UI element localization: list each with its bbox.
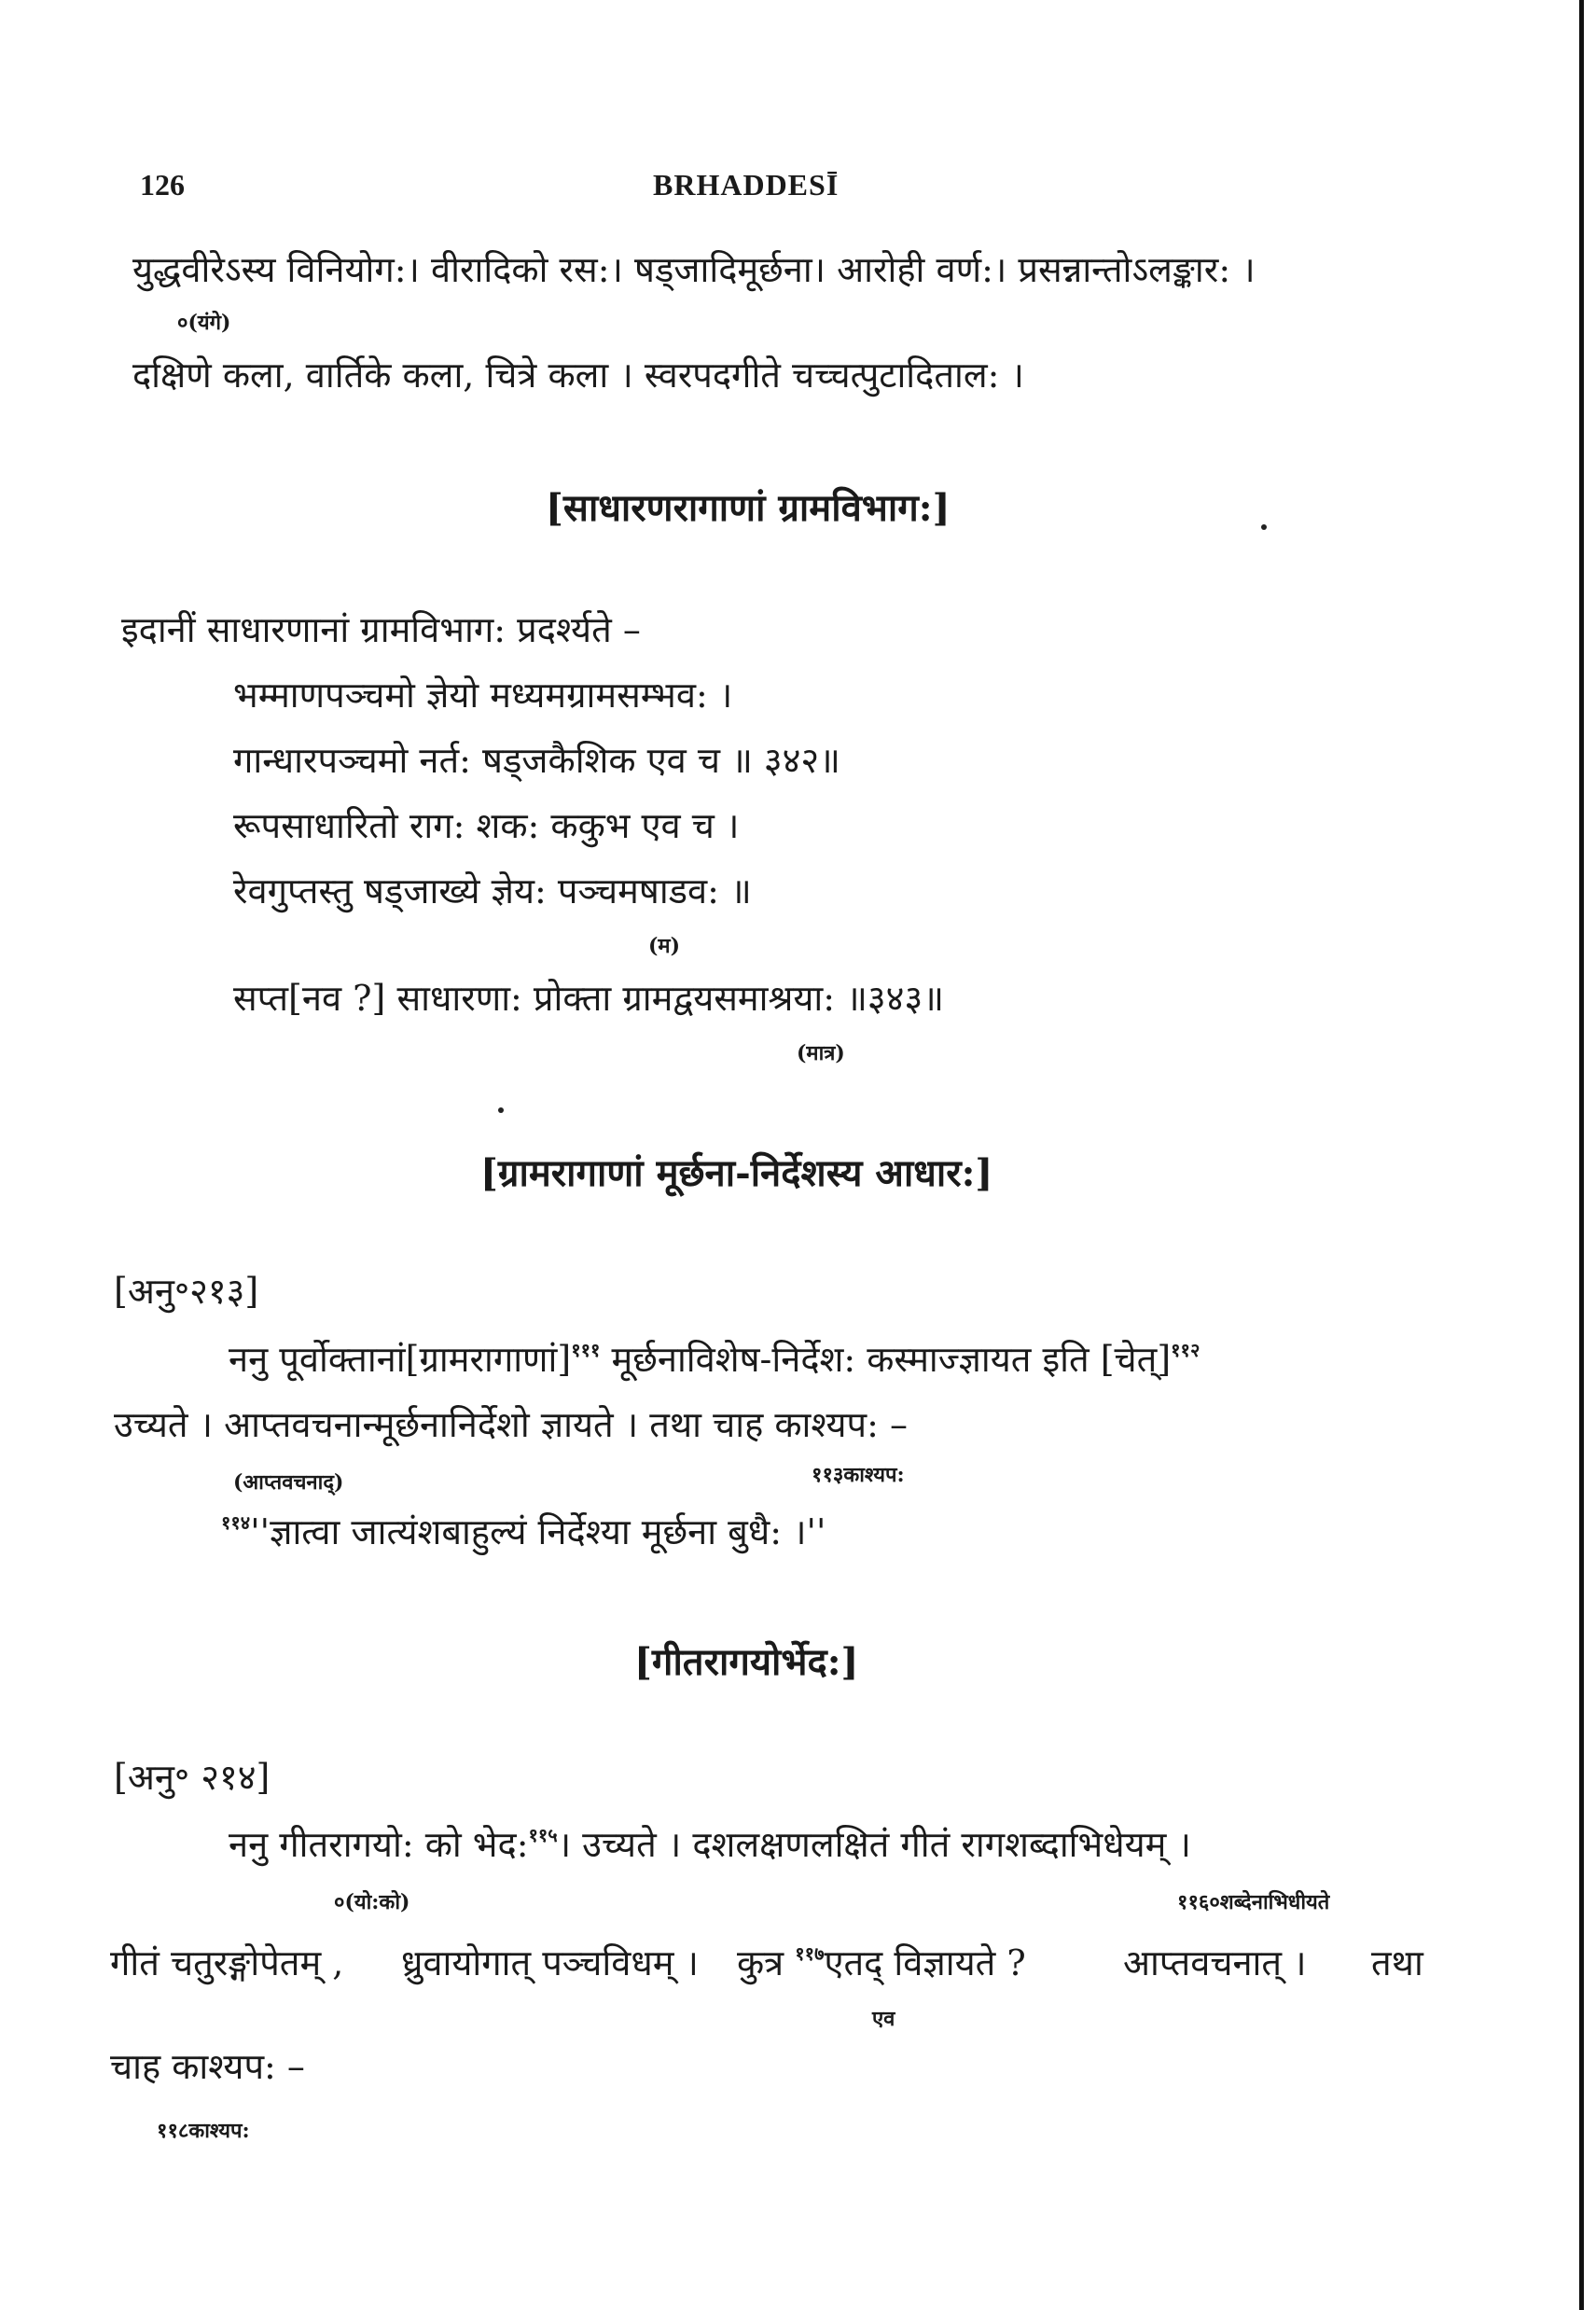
footnote-text: ०शब्देनाभिधीयते xyxy=(1209,1890,1330,1914)
text-line xyxy=(737,1938,1026,1986)
anuccheda-label: [अनु॰२१३] xyxy=(114,1271,259,1312)
anuccheda-label: [अनु॰ २१४] xyxy=(114,1757,271,1798)
text-line xyxy=(229,1819,1191,1868)
footnote-variant xyxy=(812,1460,905,1488)
footnote-marker: ११३ xyxy=(812,1463,844,1487)
section-heading: [साधारणरागाणां ग्रामविभाग:] xyxy=(546,486,951,530)
text-line: इदानीं साधारणानां ग्रामविभाग: प्रदर्श्यते – xyxy=(121,609,641,650)
verse-line: सप्त[नव ?] साधारणा: प्रोक्ता ग्रामद्वयसमाश्रया: ॥३४३॥ xyxy=(233,978,944,1019)
text-segment: मूर्छनाविशेष-निर्देश: कस्माज्ज्ञायत इति [चेत्] xyxy=(600,1339,1172,1380)
footnote-marker: ११४ xyxy=(221,1511,251,1534)
text-segment: । उच्यते । दशलक्षणलक्षितं गीतं रागशब्दाभिधेयम् । xyxy=(557,1824,1191,1865)
footnote-text: काश्यप: xyxy=(188,2119,250,2143)
text-segment: गीतं चतुरङ्गोपेतम् , xyxy=(110,1942,344,1983)
text-segment: तथा xyxy=(1371,1942,1423,1983)
footnote-variant xyxy=(157,2116,250,2144)
footnote-marker: ११२ xyxy=(1171,1339,1200,1361)
footnote-variant: (आप्तवचनाद्) xyxy=(233,1470,344,1495)
text-line: चाह काश्यप: – xyxy=(110,2046,305,2087)
text-segment: एतद् विज्ञायते ? xyxy=(824,1942,1026,1983)
page-edge-border xyxy=(1579,0,1584,2310)
text-line: युद्धवीरेऽस्य विनियोग:। वीरादिको रस:। षड्जादिमूर्छना। आरोही वर्ण:। प्रसन्नान्तोऽलङ्कार: । xyxy=(132,249,1256,290)
text-line xyxy=(229,1334,1200,1383)
page-number: 126 xyxy=(140,168,185,202)
footnote-variant: एव xyxy=(872,2007,895,2031)
footnote-variant: (मात्र) xyxy=(797,1041,845,1065)
footnote-marker: ११७ xyxy=(795,1942,825,1965)
footnote-variant: (म) xyxy=(648,934,680,958)
text-line: उच्यते । आप्तवचनान्मूर्छनानिर्देशो ज्ञायते । तथा चाह काश्यप: – xyxy=(114,1404,909,1445)
footnote-variant: ०(यो:को) xyxy=(334,1890,410,1914)
footnote-marker: ११८ xyxy=(157,2119,189,2143)
footnote-marker: ११५ xyxy=(528,1824,558,1846)
verse-line: रेवगुप्तस्तु षड्जाख्ये ज्ञेय: पञ्चमषाडव: ॥ xyxy=(233,870,752,911)
footnote-text: काश्यप: xyxy=(843,1463,905,1487)
verse-line: गान्धारपञ्चमो नर्त: षड्जकैशिक एव च ॥ ३४२॥ xyxy=(233,740,840,781)
text-line: दक्षिणे कला, वार्तिके कला, चित्रे कला । स्वरपदगीते चच्चत्पुटादिताल: । xyxy=(132,355,1024,396)
footnote-marker: १११ xyxy=(571,1339,601,1361)
verse-line: भम्माणपञ्चमो ज्ञेयो मध्यमग्रामसम्भव: । xyxy=(233,675,733,716)
text-segment: कुत्र xyxy=(737,1942,784,1983)
text-segment: आप्तवचनात् । xyxy=(1123,1942,1307,1983)
text-segment: ननु गीतरागयो: को भेद: xyxy=(229,1824,529,1865)
speck xyxy=(1261,524,1267,530)
text-segment: ''ज्ञात्वा जात्यंशबाहुल्यं निर्देश्या मूर्छना बुधै: ।'' xyxy=(250,1511,826,1552)
section-heading: [गीतरागयोर्भेद:] xyxy=(634,1640,859,1684)
section-heading: [ग्रामरागाणां मूर्छना-निर्देशस्य आधार:] xyxy=(480,1151,993,1195)
speck xyxy=(498,1107,504,1113)
verse-line: रूपसाधारितो राग: शक: ककुभ एव च । xyxy=(233,805,740,846)
quoted-verse xyxy=(221,1507,826,1555)
text-segment: ध्रुवायोगात् पञ्चविधम् । xyxy=(401,1942,699,1983)
text-segment: ननु पूर्वोक्तानां[ग्रामरागाणां] xyxy=(229,1339,572,1380)
footnote-marker: ११६ xyxy=(1177,1890,1210,1914)
footnote-variant: ०(यंगे) xyxy=(177,311,231,335)
running-title: BRHADDESĪ xyxy=(653,168,840,202)
footnote-variant xyxy=(1177,1887,1329,1915)
